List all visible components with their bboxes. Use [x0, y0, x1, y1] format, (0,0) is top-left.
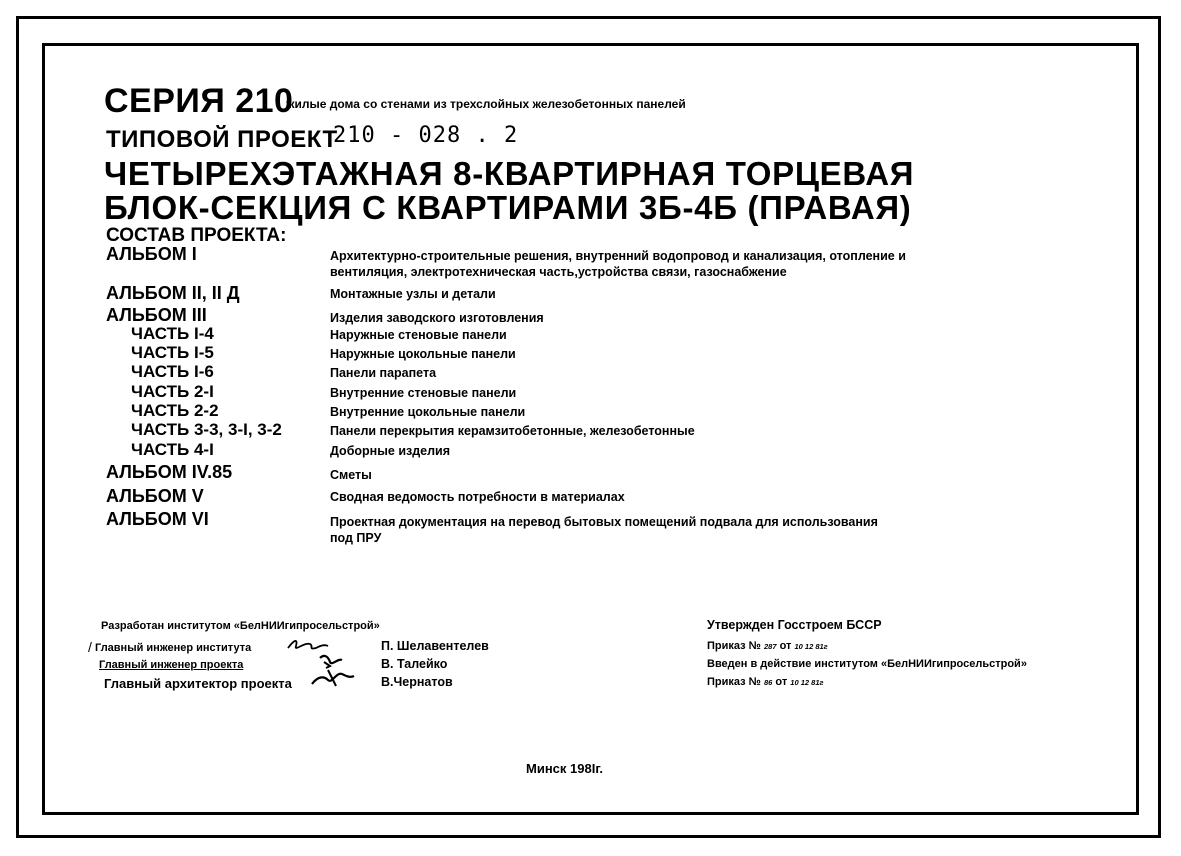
part-4-1-desc: Доборные изделия — [330, 444, 451, 458]
order-2-label: Приказ № — [707, 676, 764, 688]
order-2 — [707, 676, 824, 688]
part-1-6-desc: Панели парапета — [330, 366, 437, 380]
part-1-5-desc: Наружные цокольные панели — [330, 347, 516, 361]
album-4-label: АЛЬБОМ IV.85 — [106, 462, 233, 482]
album-3-desc: Изделия заводского изготовления — [330, 311, 544, 325]
album-1-desc-2: вентиляция, электротехническая часть,устройства связи, газоснабжение — [330, 265, 787, 279]
main-title-line2: БЛОК-СЕКЦИЯ С КВАРТИРАМИ 3Б-4Б (ПРАВАЯ) — [104, 189, 912, 226]
signature-images — [284, 632, 374, 697]
composition-heading: СОСТАВ ПРОЕКТА: — [106, 225, 287, 246]
part-1-5-label: ЧАСТЬ I-5 — [131, 343, 214, 362]
album-4-desc: Сметы — [330, 468, 372, 482]
part-2-1-label: ЧАСТЬ 2-I — [131, 382, 214, 401]
album-6-label: АЛЬБОМ VI — [106, 509, 209, 529]
developed-by: Разработан институтом «БелНИИгипросельстрой» — [101, 620, 380, 632]
chief-engineer-role: Главный инженер института — [95, 642, 252, 654]
album-2-label: АЛЬБОМ II, II Д — [106, 283, 240, 303]
order-2-from: от — [772, 676, 791, 688]
main-title-line1: ЧЕТЫРЕХЭТАЖНАЯ 8-КВАРТИРНАЯ ТОРЦЕВАЯ — [104, 155, 915, 192]
album-5-desc: Сводная ведомость потребности в материалах — [330, 490, 625, 504]
slash-mark: / — [88, 639, 92, 655]
order-2-number: 86 — [764, 678, 773, 687]
album-6-desc: Проектная документация на перевод бытовых помещений подвала для использования — [330, 515, 878, 529]
project-engineer-role: Главный инженер проекта — [99, 659, 244, 671]
introduced-by: Введен в действие институтом «БелНИИгипросельстрой» — [707, 658, 1027, 670]
project-number: 210 - 028 . 2 — [333, 123, 519, 148]
project-engineer-name: В. Талейко — [381, 657, 448, 671]
series-description: жилые дома со стенами из трехслойных железобетонных панелей — [286, 97, 686, 111]
album-5-label: АЛЬБОМ V — [106, 486, 204, 506]
part-1-6-label: ЧАСТЬ I-6 — [131, 362, 214, 381]
album-3-label: АЛЬБОМ III — [106, 305, 207, 325]
chief-engineer-name: П. Шелавентелев — [381, 639, 489, 653]
series-title: СЕРИЯ 210 — [104, 82, 294, 120]
album-2-desc: Монтажные узлы и детали — [330, 287, 496, 301]
order-1-label: Приказ № — [707, 640, 764, 652]
part-3-desc: Панели перекрытия керамзитобетонные, железобетонные — [330, 424, 695, 438]
album-1-desc: Архитектурно-строительные решения, внутренний водопровод и канализация, отопление и — [330, 249, 906, 263]
album-6-desc-2: под ПРУ — [330, 531, 382, 545]
part-3-label: ЧАСТЬ 3-3, 3-I, 3-2 — [131, 420, 282, 439]
part-2-2-label: ЧАСТЬ 2-2 — [131, 401, 219, 420]
project-label: ТИПОВОЙ ПРОЕКТ — [106, 126, 338, 153]
order-1-date: 10 12 81г — [794, 642, 828, 651]
part-2-2-desc: Внутренние цокольные панели — [330, 405, 526, 419]
part-2-1-desc: Внутренние стеновые панели — [330, 386, 517, 400]
city-year: Минск 198Iг. — [526, 761, 604, 776]
part-4-1-label: ЧАСТЬ 4-I — [131, 440, 214, 459]
part-1-4-desc: Наружные стеновые панели — [330, 328, 507, 342]
order-1-from: от — [776, 640, 795, 652]
approved-by: Утвержден Госстроем БССР — [707, 618, 882, 632]
order-2-date: 10 12 81г — [790, 678, 824, 687]
part-1-4-label: ЧАСТЬ I-4 — [131, 324, 214, 343]
album-1-label: АЛЬБОМ I — [106, 244, 197, 264]
order-1-number: 287 — [764, 642, 777, 651]
order-1 — [707, 640, 828, 652]
chief-architect-name: В.Чернатов — [381, 675, 453, 689]
chief-architect-role: Главный архитектор проекта — [104, 676, 292, 691]
